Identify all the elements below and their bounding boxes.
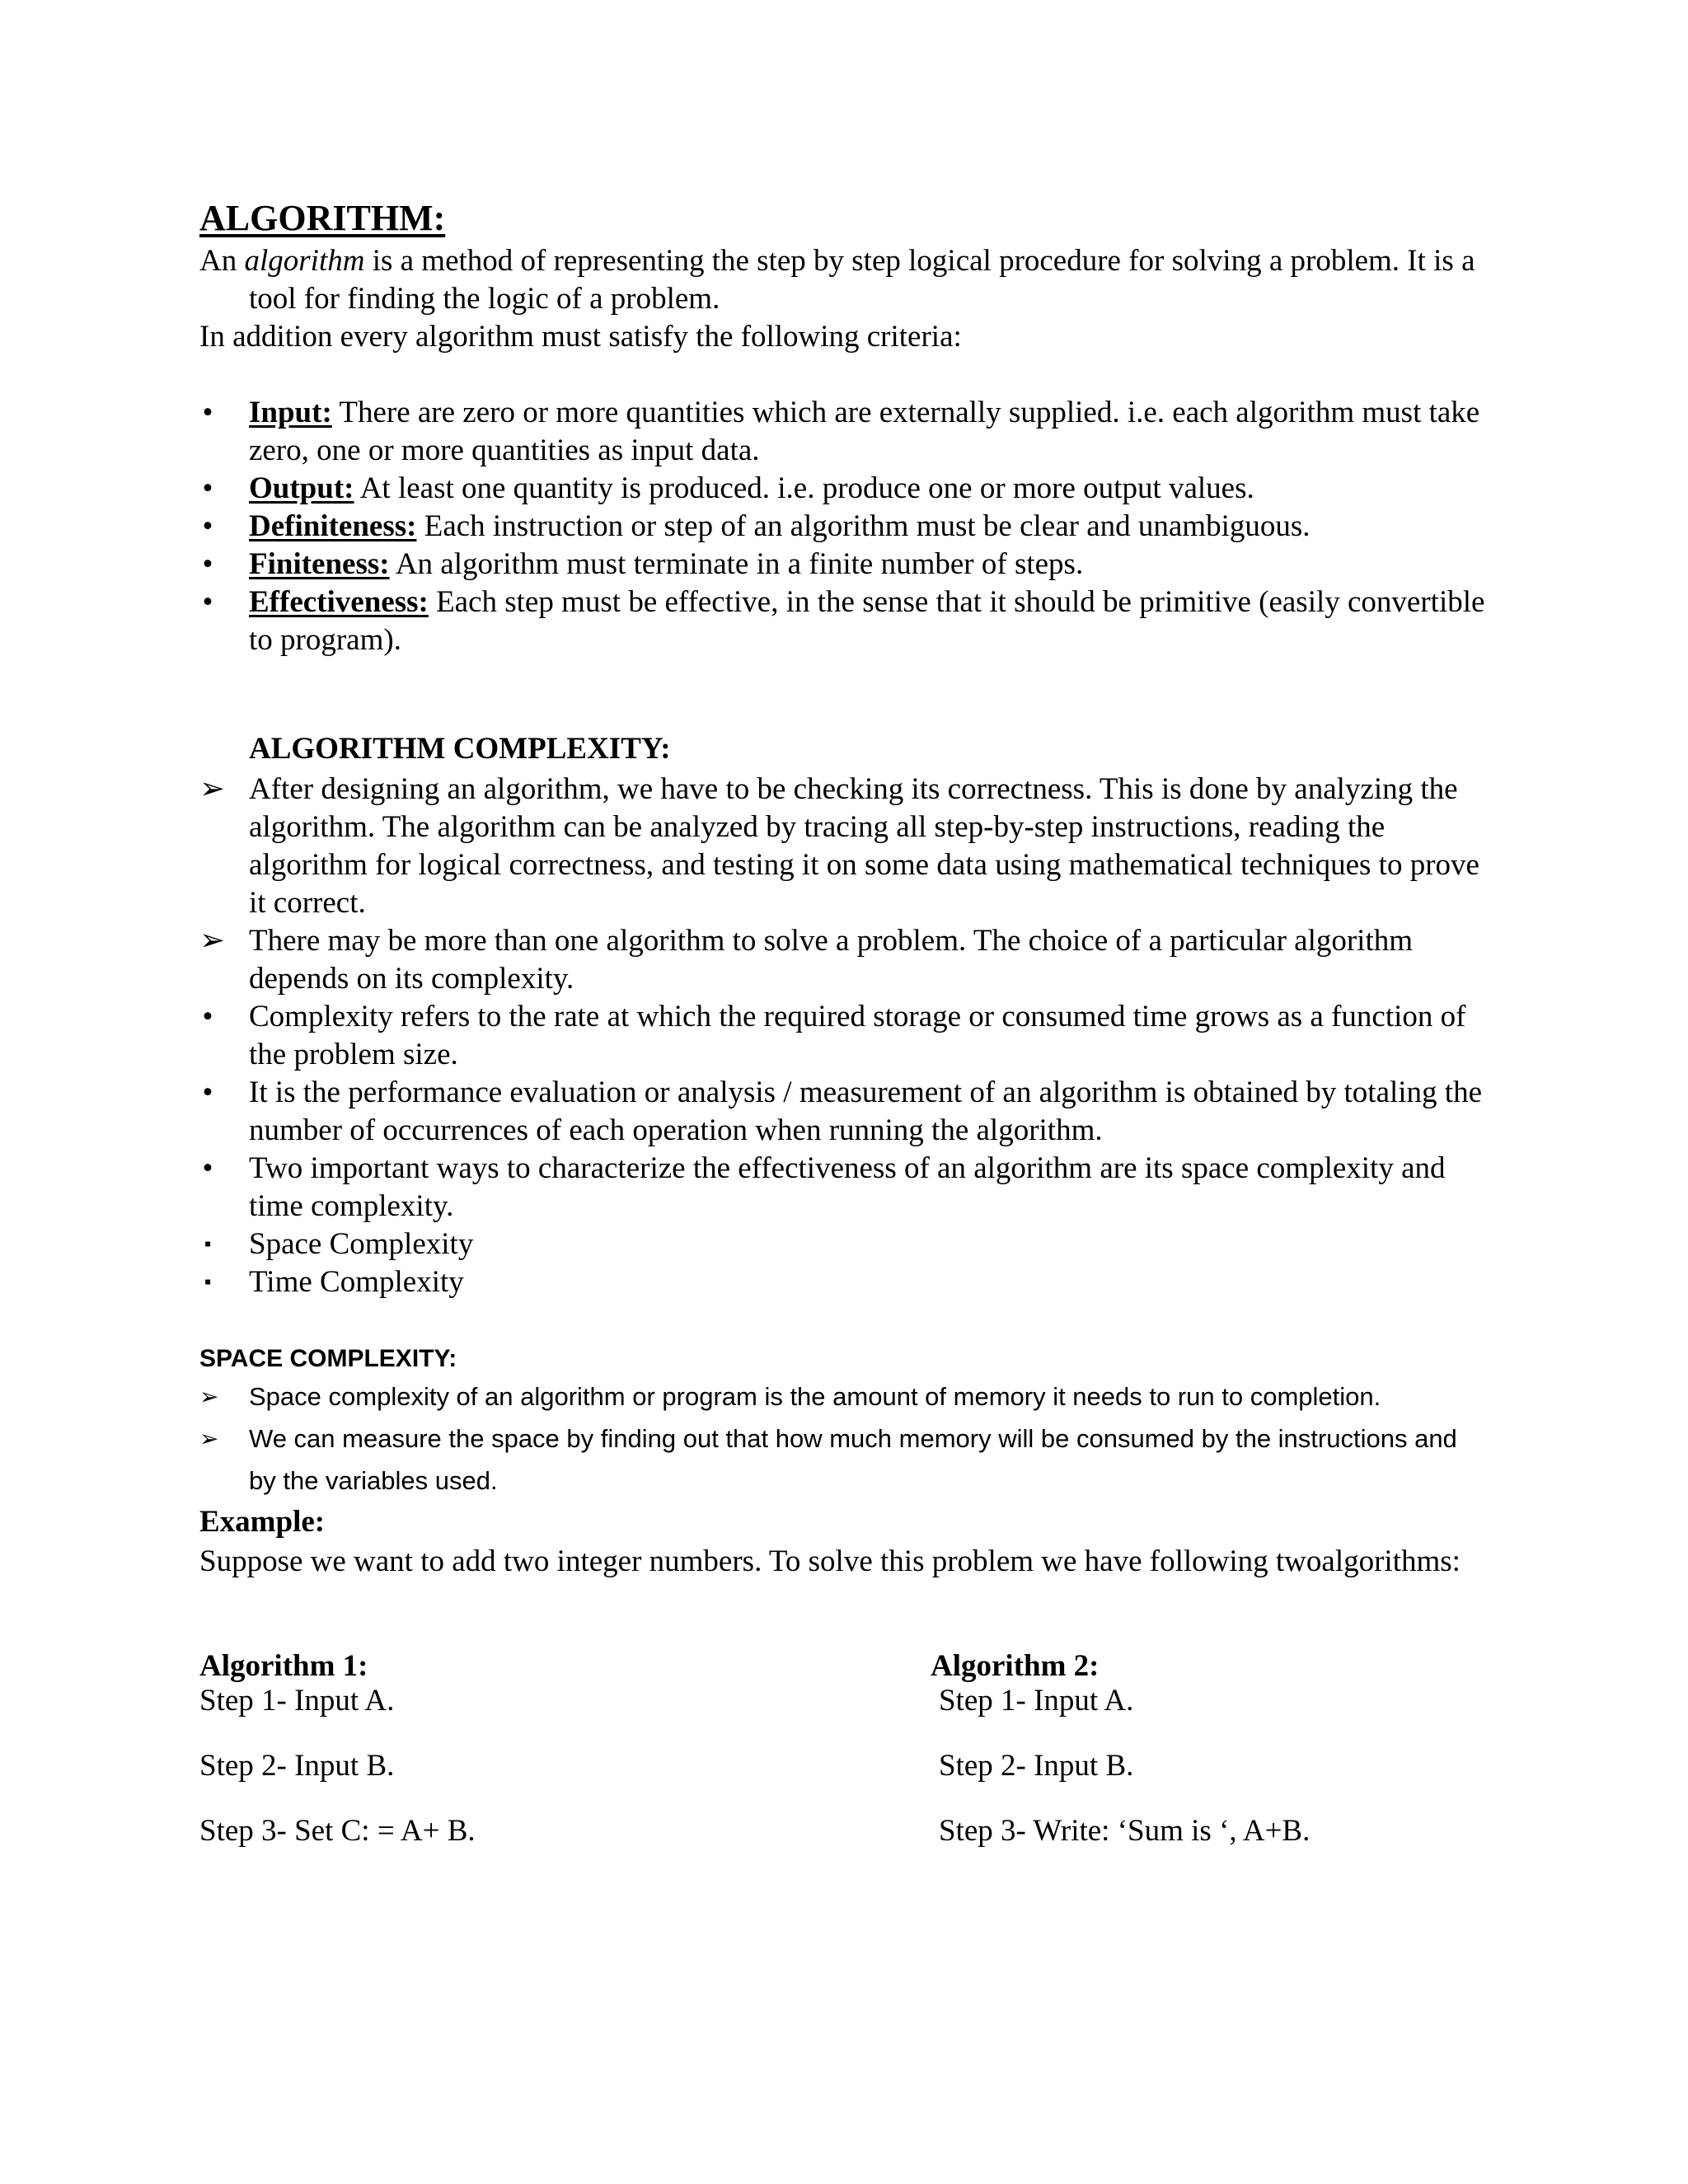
bullet-icon: • — [202, 1000, 213, 1033]
criteria-text: An algorithm must terminate in a finite number of steps. — [389, 547, 1084, 581]
criteria-item-input — [199, 394, 1485, 470]
complexity-text: Space Complexity — [249, 1227, 474, 1261]
page-content — [199, 194, 1485, 1881]
complexity-text: Two important ways to characterize the effectiveness of an algorithm are its space complexity and time complexity. — [249, 1151, 1446, 1223]
definition-prefix: An — [199, 244, 245, 278]
algorithm-1-title: Algorithm 1: — [199, 1649, 368, 1683]
bullet-icon: • — [202, 547, 213, 581]
definition-rest: is a method of representing the step by step logical procedure for solving a problem. It is a tool for finding the logic of a problem. — [249, 244, 1475, 316]
example-heading: Example: — [199, 1505, 326, 1539]
arrow-bullet-icon: ➢ — [199, 1425, 219, 1452]
algorithm-1-step: Step 2- Input B. — [199, 1749, 395, 1783]
algorithm-definition — [199, 242, 1485, 318]
criteria-item-effectiveness — [199, 583, 1485, 659]
complexity-bullet-item — [199, 1150, 1485, 1226]
criteria-item-finiteness — [199, 546, 1485, 583]
bullet-icon: • — [202, 1076, 213, 1109]
complexity-text: Time Complexity — [249, 1265, 464, 1299]
criteria-item-output — [199, 470, 1485, 508]
algorithm-1-step: Step 3- Set C: = A+ B. — [199, 1814, 476, 1848]
criteria-text: At least one quantity is produced. i.e. produce one or more output values. — [354, 471, 1254, 505]
definition-italic-term: algorithm — [244, 244, 365, 278]
bullet-icon: • — [202, 1151, 213, 1185]
space-text: We can measure the space by finding out that how much memory will be consumed by the instructions and by the variables used. — [249, 1424, 1457, 1495]
bullet-icon: • — [202, 509, 213, 543]
criteria-text: Each instruction or step of an algorithm must be clear and unambiguous. — [416, 509, 1311, 543]
complexity-bullet-item — [199, 1074, 1485, 1150]
algorithm-2-step: Step 3- Write: ‘Sum is ‘, A+B. — [939, 1814, 1311, 1848]
algorithm-1-block — [199, 1650, 476, 1878]
algorithm-1-step: Step 1- Input A. — [199, 1684, 395, 1718]
space-text: Space complexity of an algorithm or program is the amount of memory it needs to run to completion. — [249, 1382, 1381, 1411]
arrow-bullet-icon: ➢ — [199, 924, 226, 958]
arrow-bullet-icon: ➢ — [199, 772, 226, 806]
algorithm-2-block — [931, 1650, 1310, 1878]
complexity-text: It is the performance evaluation or analysis / measurement of an algorithm is obtained by totaling the number of occurrences of each operation when running the algorithm. — [249, 1076, 1483, 1147]
criteria-item-definiteness — [199, 508, 1485, 546]
criteria-text: Each step must be effective, in the sense that it should be primitive (easily convertible to program). — [249, 585, 1485, 657]
criteria-intro: In addition every algorithm must satisfy the following criteria: — [199, 320, 962, 354]
complexity-text: After designing an algorithm, we have to be checking its correctness. This is done by analyzing the algorithm. The algorithm can be analyzed by tracing all step-by-step instructions, reading the algorithm for logical correctness, and testing it on some data using mathematical techniques to prove it correct. — [249, 772, 1479, 920]
bullet-icon: • — [202, 585, 213, 619]
criteria-term: Effectiveness: — [249, 585, 429, 619]
complexity-text: There may be more than one algorithm to solve a problem. The choice of a particular algorithm depends on its complexity. — [249, 924, 1414, 996]
criteria-list — [199, 394, 1485, 659]
criteria-term: Finiteness: — [249, 547, 390, 581]
algorithm-2-step: Step 2- Input B. — [939, 1749, 1134, 1783]
space-complexity-heading: SPACE COMPLEXITY: — [199, 1345, 457, 1372]
complexity-square-item — [199, 1226, 1485, 1263]
complexity-arrow-item — [199, 922, 1485, 998]
example-text: Suppose we want to add two integer numbers. To solve this problem we have following twoalgorithms: — [199, 1544, 1461, 1578]
algorithms-comparison — [199, 1650, 1485, 1881]
space-arrow-item — [199, 1418, 1485, 1502]
square-bullet-icon: ▪ — [204, 1234, 212, 1255]
criteria-term: Input: — [249, 396, 332, 429]
criteria-term: Definiteness: — [249, 509, 417, 543]
space-complexity-list — [199, 1376, 1485, 1502]
complexity-square-item — [199, 1263, 1485, 1301]
algorithm-2-title: Algorithm 2: — [931, 1649, 1100, 1683]
bullet-icon: • — [202, 396, 213, 429]
arrow-bullet-icon: ➢ — [199, 1383, 219, 1410]
algorithm-heading: ALGORITHM: — [199, 198, 446, 238]
complexity-arrow-item — [199, 771, 1485, 922]
complexity-list — [199, 771, 1485, 1301]
complexity-heading: ALGORITHM COMPLEXITY: — [249, 732, 671, 766]
algorithm-2-step: Step 1- Input A. — [939, 1684, 1134, 1718]
bullet-icon: • — [202, 471, 213, 505]
complexity-bullet-item — [199, 998, 1485, 1074]
criteria-text: There are zero or more quantities which are externally supplied. i.e. each algorithm must take zero, one or more quantities as input data. — [249, 396, 1480, 467]
space-arrow-item — [199, 1376, 1485, 1418]
criteria-term: Output: — [249, 471, 354, 505]
square-bullet-icon: ▪ — [204, 1272, 212, 1293]
complexity-text: Complexity refers to the rate at which the required storage or consumed time grows as a function of the problem size. — [249, 1000, 1466, 1071]
